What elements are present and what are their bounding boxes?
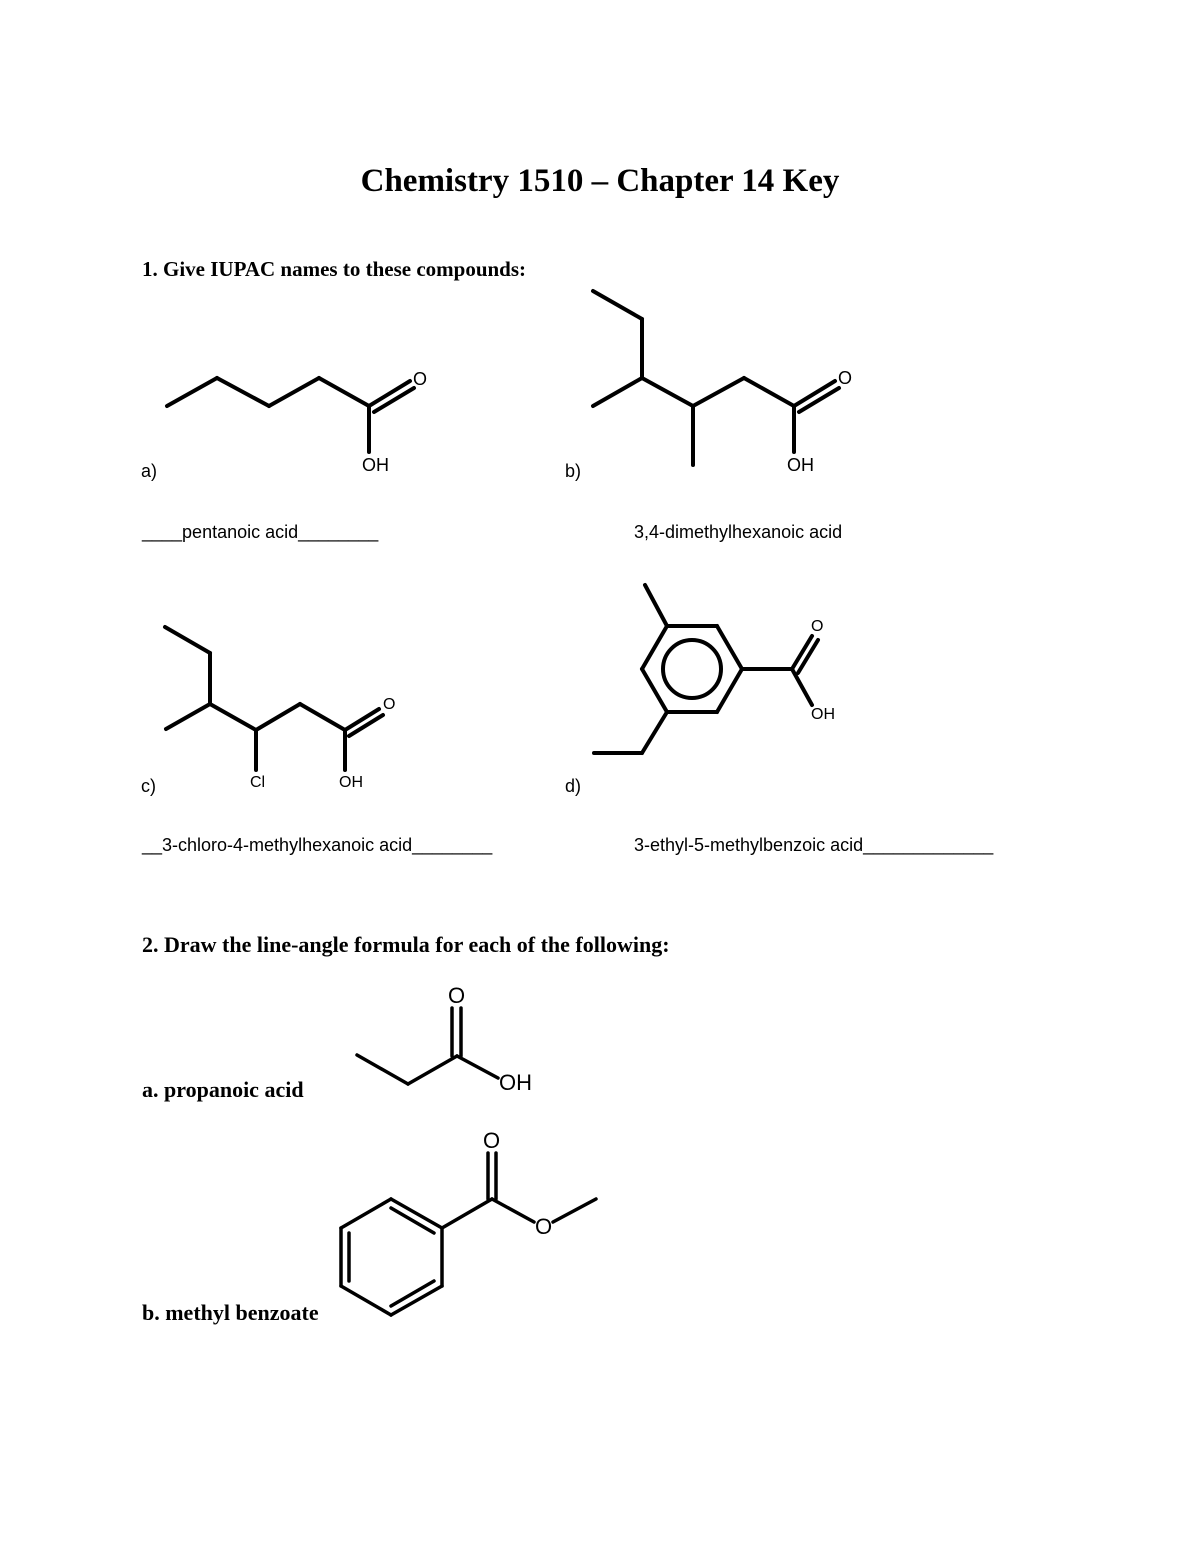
q2-item-b-label: b. methyl benzoate [142,1300,319,1325]
part-d-label: d) [565,776,582,796]
structure-3-ethyl-5-methylbenzoic-acid [594,585,835,753]
atom-label: OH [339,774,363,791]
atom-label: OH [362,455,389,475]
answer-a: ____pentanoic acid________ [142,522,379,542]
atom-label: O [383,696,396,713]
atom-label: O [811,618,824,635]
atom-label: O [838,368,853,388]
atom-label: OH [811,706,835,723]
page-title: Chemistry 1510 – Chapter 14 Key [360,163,840,199]
question-1-heading: 1. Give IUPAC names to these compounds: [142,257,527,281]
structure-methyl-benzoate [341,1128,596,1315]
part-b-label: b) [565,461,582,481]
atom-label: Cl [250,774,266,791]
atom-label: O [535,1214,553,1239]
structure-3-chloro-4-methylhexanoic-acid [165,627,395,791]
part-a-label: a) [141,461,158,481]
atom-label: O [448,983,466,1008]
question-2-heading: 2. Draw the line-angle formula for each of the following: [142,932,670,957]
atom-label: OH [499,1070,532,1095]
atom-label: O [413,369,428,389]
atom-label: O [483,1128,501,1153]
part-c-label: c) [141,776,156,796]
answer-c: __3-chloro-4-methylhexanoic acid________ [142,835,493,855]
answer-b: 3,4-dimethylhexanoic acid [634,522,843,542]
atom-label: OH [787,455,814,475]
structure-3-4-dimethylhexanoic-acid [593,291,852,475]
answer-d: 3-ethyl-5-methylbenzoic acid_____________ [634,835,994,855]
structure-propanoic-acid [357,983,532,1095]
q2-item-a-label: a. propanoic acid [142,1077,304,1102]
structure-pentanoic-acid [167,369,427,475]
